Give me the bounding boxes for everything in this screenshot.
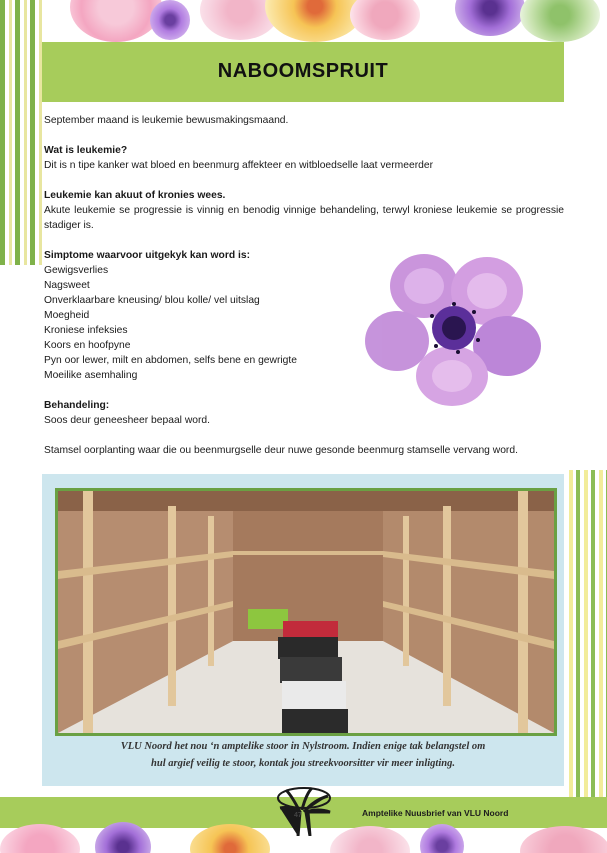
symptoms-heading: Simptome waarvoor uitgekyk kan word is: (44, 250, 250, 261)
caption-line-1: VLU Noord het nou ‘n amptelike stoor in Nylstroom. Indien enige tak belangstel om (120, 741, 486, 752)
treatment-text: Soos deur geneesheer bepaal word. (44, 415, 211, 426)
symptom-item: Nagsweet (44, 280, 90, 291)
what-heading: Wat is leukemie? (44, 145, 128, 156)
transplant-text: Stamsel oorplanting waar die ou beenmurgselle deur nuwe gesonde beenmurg stamselle vervang word. (44, 445, 518, 456)
photo-panel (42, 474, 564, 786)
title-banner (42, 42, 564, 102)
types-text: Akute leukemie se progressie is vinnig en benodig vinnige behandeling, terwyl kroniese leukemie se progressie stadiger is. (44, 205, 564, 231)
what-text: Dit is n tipe kanker wat bloed en beenmurg affekteer en witbloedselle laat vermeerder (44, 160, 434, 171)
footer-text: Amptelike Nuusbrief van VLU Noord (362, 808, 509, 818)
page-title: NABOOMSPRUIT (217, 60, 389, 82)
types-heading: Leukemie kan akuut of kronies wees. (44, 190, 226, 201)
storage-room-photo (55, 488, 557, 736)
shelving-illustration (58, 491, 554, 733)
watercolor-flower-illustration (362, 246, 542, 411)
symptom-item: Gewigsverlies (44, 265, 109, 276)
symptom-item: Pyn oor lewer, milt en abdomen, selfs bene en gewrigte (44, 355, 297, 366)
right-stripe-decoration (565, 470, 607, 810)
treatment-heading: Behandeling: (44, 400, 110, 411)
photo-caption (42, 738, 564, 772)
baobab-tree-logo-icon (272, 786, 336, 836)
symptoms-section (44, 248, 364, 383)
intro-text: September maand is leukemie bewusmakingsmaand. (44, 115, 289, 126)
page-number: 47 (294, 812, 302, 819)
symptom-item: Onverklaarbare kneusing/ blou kolle/ vel uitslag (44, 295, 260, 306)
caption-line-2: hul argief veilig te stoor, kontak jou streekvoorsitter vir meer inligting. (151, 758, 455, 769)
symptom-item: Moegheid (44, 310, 90, 321)
symptom-item: Kroniese infeksies (44, 325, 128, 336)
top-floral-border (0, 0, 607, 42)
symptom-item: Moeilike asemhaling (44, 370, 138, 381)
left-stripe-decoration (0, 0, 42, 265)
symptom-item: Koors en hoofpyne (44, 340, 131, 351)
